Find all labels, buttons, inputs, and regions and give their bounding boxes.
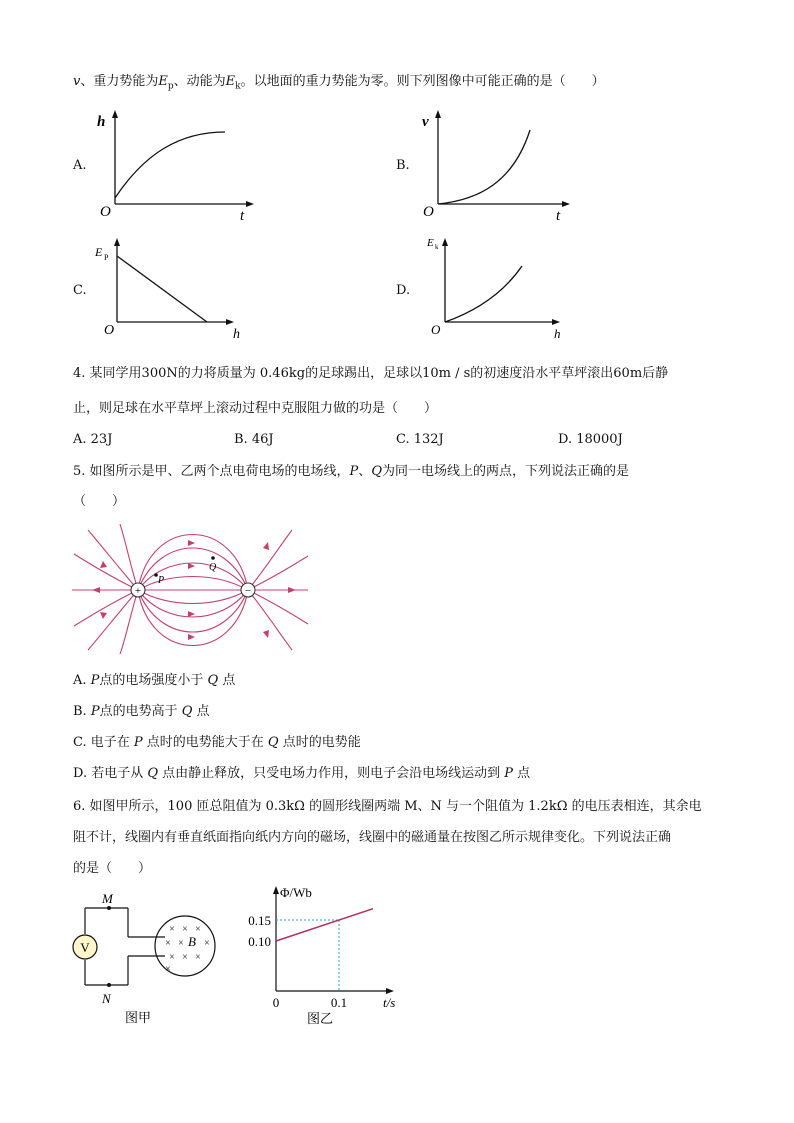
q4-option-d: D. 18000J: [558, 432, 623, 447]
q3-option-a-graph: [90, 108, 260, 220]
svg-text:×: ×: [182, 924, 188, 935]
x-axis-label: t/s: [383, 995, 396, 1010]
q3-d-x-label: h: [554, 326, 561, 340]
y-axis-label: Φ/Wb: [280, 885, 312, 900]
q3-b-origin: O: [423, 204, 434, 220]
x-tick-label: 0.1: [330, 995, 348, 1010]
q3-b-x-label: t: [556, 208, 561, 220]
q6-circuit-figure: [70, 888, 230, 1028]
q3-option-c-label: C.: [73, 283, 87, 298]
point-q-label: Q: [209, 562, 217, 573]
q6-line-3: 的是（ ）: [73, 861, 152, 876]
svg-text:×: ×: [195, 924, 201, 935]
y-tick-label: 0.15: [248, 913, 271, 928]
q5-option-a: A. P点的电场强度小于 Q 点: [73, 673, 236, 688]
q4-option-b: B. 46J: [234, 432, 274, 447]
q3-d-y-sub: k: [435, 243, 439, 251]
q6-line-2: 阻不计，线圈内有垂直纸面指向纸内方向的磁场，线圈中的磁通量在按图乙所示规律变化。下列说法正确: [73, 830, 672, 845]
terminal-m: [107, 906, 111, 910]
y-tick-label: 0.10: [248, 934, 271, 949]
q3-option-d-label: D.: [396, 283, 411, 298]
q4-line-1: 4. 某同学用300N的力将质量为 0.46kg的足球踢出，足球以10m / s的初速度沿水平草坪滚出60m后静: [73, 366, 669, 381]
positive-charge-sign: +: [134, 585, 142, 597]
q3-option-b-label: B.: [396, 158, 410, 173]
figure-jia-caption: 图甲: [124, 1010, 152, 1025]
field-b-label: B: [188, 934, 196, 949]
terminal-m-label: M: [102, 891, 113, 906]
q6-flux-graph: [240, 883, 410, 1028]
svg-text:×: ×: [178, 938, 184, 949]
negative-charge-sign: −: [244, 585, 252, 597]
q3-d-y-label: E: [427, 237, 434, 249]
q5-option-d: D. 若电子从 Q 点由静止释放，只受电场力作用，则电子会沿电场线运动到 P 点: [73, 766, 531, 781]
q4-option-c: C. 132J: [396, 432, 444, 447]
q3-c-y-sub: P: [104, 253, 109, 262]
terminal-n: [107, 983, 111, 987]
point-q: [211, 556, 215, 560]
q5-option-c: C. 电子在 P 点时的电势能大于在 Q 点时的电势能: [73, 735, 361, 750]
svg-text:×: ×: [165, 938, 171, 949]
q5-line-1: 5. 如图所示是甲、乙两个点电荷电场的电场线，P、Q为同一电场线上的两点，下列说法正确的是: [73, 464, 629, 479]
svg-text:×: ×: [204, 938, 210, 949]
q3-c-origin: O: [104, 323, 115, 338]
q3-c-y-label: E: [95, 245, 103, 259]
q4-option-a: A. 23J: [73, 432, 113, 447]
q3-b-y-label: v: [422, 114, 429, 130]
q3-d-origin: O: [431, 322, 441, 337]
flux-series-line: [276, 909, 373, 941]
q3-option-c-graph: [90, 234, 260, 340]
q5-option-b: B. P点的电势高于 Q 点: [73, 704, 210, 719]
svg-text:×: ×: [169, 924, 175, 935]
q3-c-x-label: h: [233, 327, 240, 340]
svg-text:×: ×: [195, 952, 201, 963]
svg-text:×: ×: [169, 952, 175, 963]
q4-line-2: 止，则足球在水平草坪上滚动过程中克服阻力做的功是（ ）: [73, 401, 438, 416]
svg-text:×: ×: [165, 964, 171, 975]
x-tick-label: 0: [272, 995, 280, 1010]
q3-option-d-graph: [424, 230, 574, 340]
q3-stem: v、重力势能为$E_p$、动能为$E_k$。以地面的重力势能为零。则下列图像中可能正确的是（ ）: [73, 74, 605, 92]
q3-a-y-label: h: [97, 114, 106, 130]
q3-option-a-label: A.: [73, 158, 87, 173]
voltmeter-label: V: [80, 940, 90, 955]
q5-field-lines-figure: [70, 524, 310, 654]
q6-line-1: 6. 如图甲所示，100 匝总阻值为 0.3kΩ 的圆形线圈两端 M、N 与一个阻值为 1.2kΩ 的电压表相连，其余电: [73, 799, 702, 814]
point-p-label: P: [158, 575, 165, 586]
terminal-n-label: N: [102, 991, 111, 1006]
q3-a-origin: O: [100, 204, 111, 220]
q3-a-x-label: t: [240, 208, 245, 220]
figure-yi-caption: 图乙: [306, 1011, 334, 1026]
q3-option-b-graph: [418, 108, 578, 220]
q5-line-2: （ ）: [73, 494, 126, 509]
svg-text:×: ×: [182, 952, 188, 963]
